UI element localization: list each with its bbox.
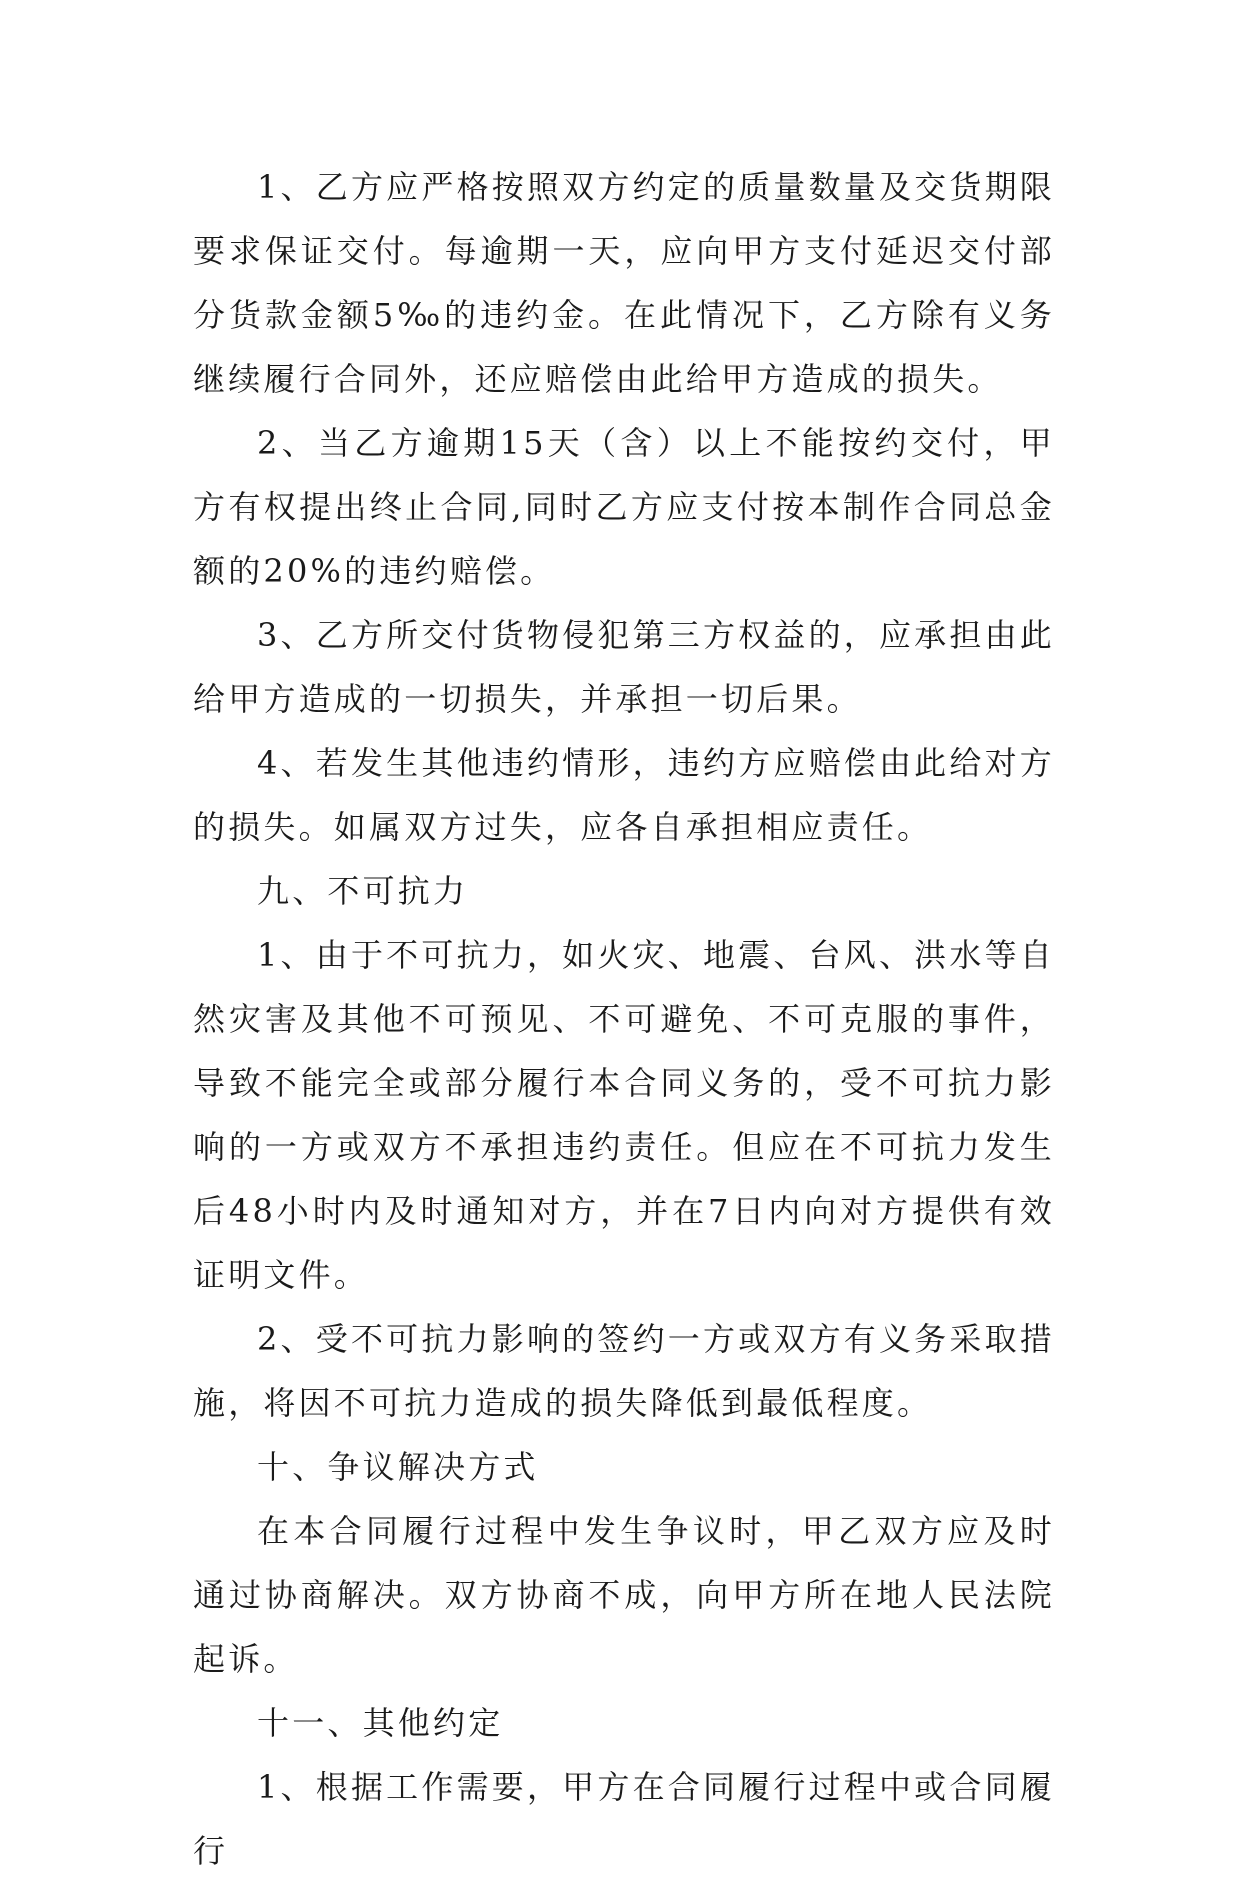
clause-9-item-2: 2、受不可抗力影响的签约一方或双方有义务采取措施，将因不可抗力造成的损失降低到最低程度。 [193,1320,1055,1422]
clause-8-item-3: 3、乙方所交付货物侵犯第三方权益的，应承担由此给甲方造成的一切损失，并承担一切后果。 [193,616,1055,718]
clause-10-body: 在本合同履行过程中发生争议时，甲乙双方应及时通过协商解决。双方协商不成，向甲方所在地人民法院起诉。 [193,1512,1055,1678]
section-heading-other-agreements: 十一、其他约定 [257,1704,504,1742]
document-page [193,155,1055,1883]
section-heading-dispute-resolution: 十、争议解决方式 [257,1448,539,1486]
clause-11-item-1: 1、根据工作需要，甲方在合同履行过程中或合同履行 [193,1768,1055,1870]
clause-8-item-4: 4、若发生其他违约情形，违约方应赔偿由此给对方的损失。如属双方过失，应各自承担相应责任。 [193,744,1055,846]
clause-8-item-1: 1、乙方应严格按照双方约定的质量数量及交货期限要求保证交付。每逾期一天，应向甲方支付延迟交付部分货款金额5‰的违约金。在此情况下，乙方除有义务继续履行合同外，还应赔偿由此给甲方造成的损失。 [193,168,1055,398]
clause-9-item-1: 1、由于不可抗力，如火灾、地震、台风、洪水等自然灾害及其他不可预见、不可避免、不可克服的事件，导致不能完全或部分履行本合同义务的，受不可抗力影响的一方或双方不承担违约责任。但应在不可抗力发生后48小时内及时通知对方，并在7日内向对方提供有效证明文件。 [193,936,1055,1294]
section-heading-force-majeure: 九、不可抗力 [257,872,469,910]
clause-8-item-2: 2、当乙方逾期15天（含）以上不能按约交付，甲方有权提出终止合同,同时乙方应支付按本制作合同总金额的20%的违约赔偿。 [193,424,1055,590]
